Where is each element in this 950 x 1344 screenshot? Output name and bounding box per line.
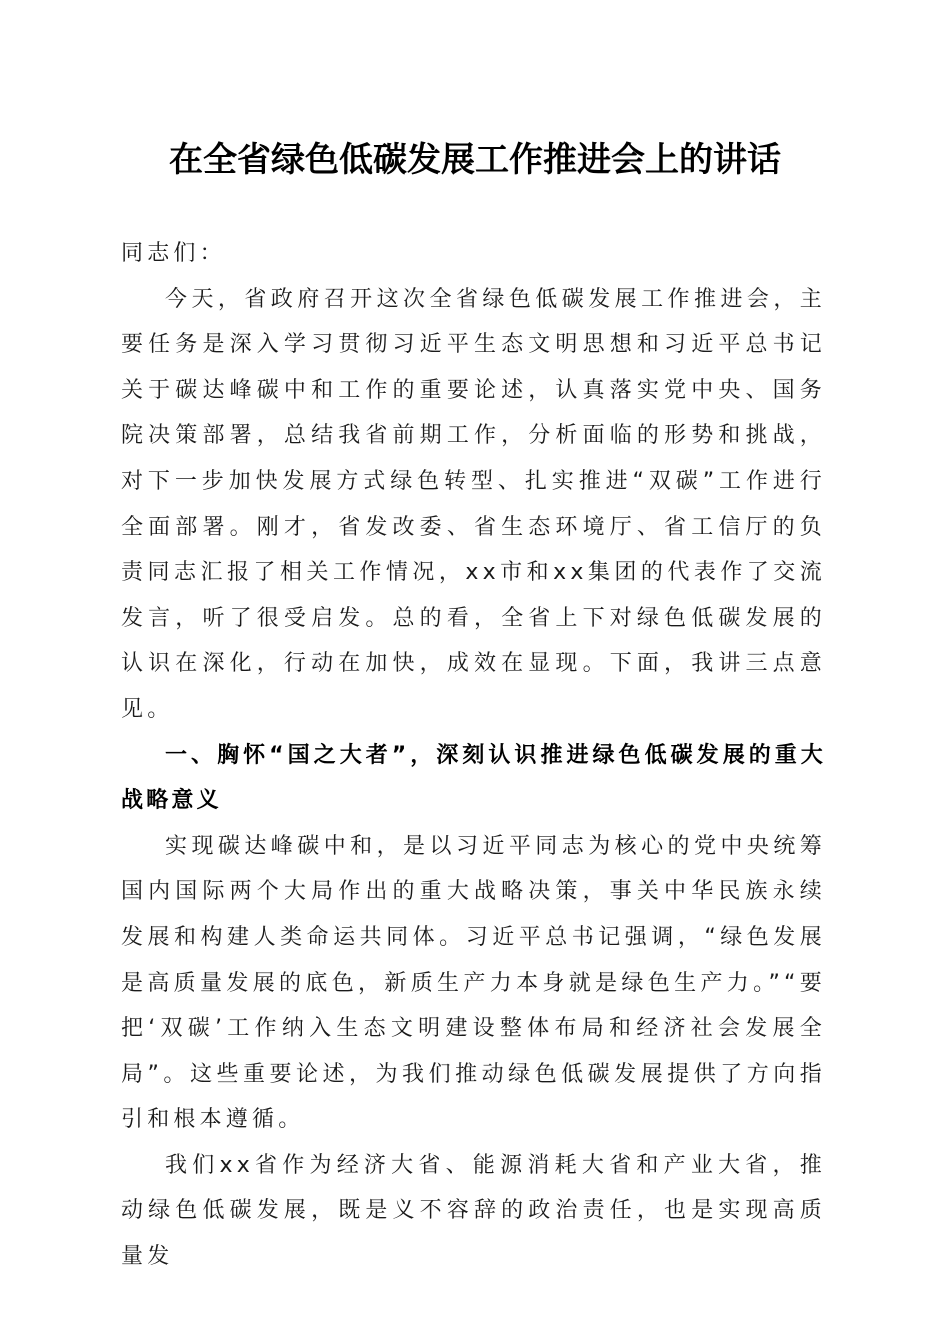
paragraph-intro: 今天，省政府召开这次全省绿色低碳发展工作推进会，主要任务是深入学习贯彻习近平生态文明思想和习近平总书记关于碳达峰碳中和工作的重要论述，认真落实党中央、国务院决策部署，总结我省前期工作，分析面临的形势和挑战，对下一步加快发展方式绿色转型、扎实推进“双碳”工作进行全面部署。刚才，省发改委、省生态环境厅、省工信厅的负责同志汇报了相关工作情况，xx市和xx集团的代表作了交流发言，听了很受启发。总的看，全省上下对绿色低碳发展的认识在深化，行动在加快，成效在显现。下面，我讲三点意见。 [121,286,826,722]
document-title: 在全省绿色低碳发展工作推进会上的讲话 [169,140,781,180]
section-heading-1: 一、胸怀“国之大者”，深刻认识推进绿色低碳发展的重大战略意义 [121,742,826,814]
paragraph-section1-1: 实现碳达峰碳中和，是以习近平同志为核心的党中央统筹国内国际两个大局作出的重大战略决策，事关中华民族永续发展和构建人类命运共同体。习近平总书记强调，“绿色发展是高质量发展的底色，新质生产力本身就是绿色生产力。”“要把‘双碳’工作纳入生态文明建设整体布局和经济社会发展全局”。这些重要论述，为我们推动绿色低碳发展提供了方向指引和根本遵循。 [121,833,826,1133]
salutation: 同志们： [121,241,226,266]
document-body [121,231,826,1280]
paragraph-section1-2: 我们xx省作为经济大省、能源消耗大省和产业大省，推动绿色低碳发展，既是义不容辞的政治责任，也是实现高质量发 [121,1152,826,1270]
